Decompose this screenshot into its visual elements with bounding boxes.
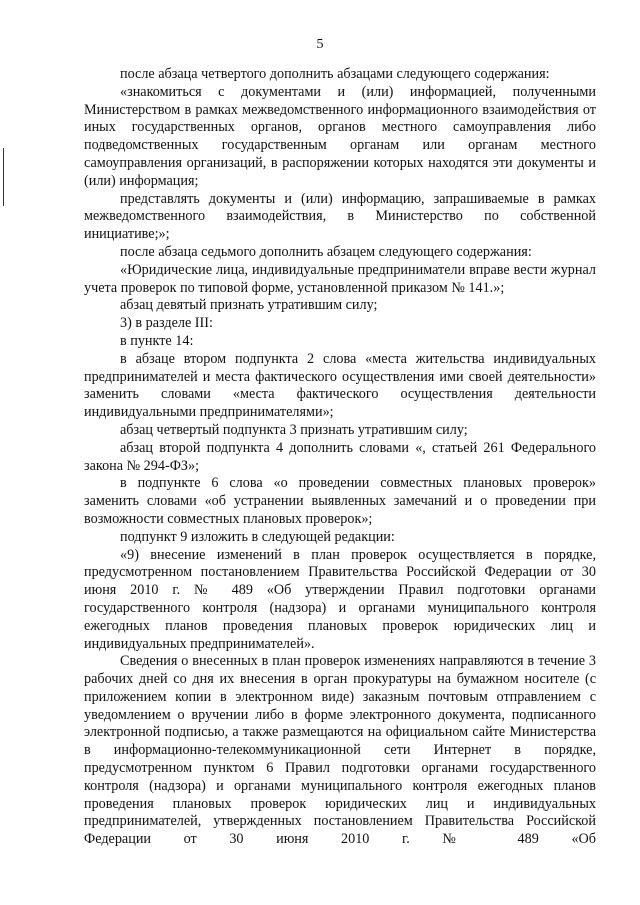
paragraph-8: в пункте 14:: [120, 332, 194, 349]
paragraph-4: после абзаца седьмого дополнить абзацем следующего содержания:: [120, 243, 532, 260]
margin-rule: [3, 148, 4, 206]
paragraph-3: представлять документы и (или) информацию, запрашиваемые в рамках межведомственного взаимодействия, в Министерство по собственной инициативе;»;: [84, 190, 596, 243]
paragraph-14: «9) внесение изменений в план проверок осуществляется в порядке, предусмотренном постановлением Правительства Российской Федерации от 30 июня 2010 г. № 489 «Об утверждении Правил подготовки органами государственного контроля (надзора) и органами муниципального контроля ежегодных планов проведения плановых проверок юридических лиц и индивидуальных предпринимателей».: [84, 546, 596, 652]
paragraph-12: в подпункте 6 слова «о проведении совместных плановых проверок» заменить словами «об устранении выявленных замечаний и о проведении при возможности совместных плановых проверок»;: [84, 475, 596, 527]
paragraph-2: «знакомиться с документами и (или) информацией, полученными Министерством в рамках межведомственного информационного взаимодействия от иных государственных органов, органов местного самоуправления либо подведомственных государственным органам или органам местного самоуправления организаций, в распоряжении которых находятся эти документы и (или) информация;: [84, 83, 596, 189]
paragraph-15: Сведения о внесенных в план проверок изменениях направляются в течение 3 рабочих дней со дня их внесения в орган прокуратуры на бумажном носителе (с приложением копии в электронном виде) заказным почтовым отправлением с уведомлением о вручении либо в форме электронного документа, подписанного электронной подписью, а также размещаются на официальном сайте Министерства в информационно-телекоммуникационной сети Интернет в порядке, предусмотренном пунктом 6 Правил подготовки органами государственного контроля (надзора) и органами муниципального контроля ежегодных планов проведения плановых проверок юридических лиц и индивидуальных предпринимателей, утвержденных постановлением Правительства Российской Федерации от 30 июня 2010 г. № 489 «Об: [84, 653, 596, 848]
paragraph-1: после абзаца четвертого дополнить абзацами следующего содержания:: [120, 66, 550, 82]
paragraph-13: подпункт 9 изложить в следующей редакции:: [120, 528, 395, 545]
paragraph-10: абзац четвертый подпункта 3 признать утратившим силу;: [120, 421, 468, 438]
paragraph-5: «Юридические лица, индивидуальные предприниматели вправе вести журнал учета проверок по типовой форме, установленной приказом № 141.»;: [84, 261, 596, 296]
page-number: 5: [316, 37, 324, 52]
paragraph-6: абзац девятый признать утратившим силу;: [120, 297, 378, 314]
document-body: [84, 66, 596, 849]
paragraph-9: в абзаце втором подпункта 2 слова «места жительства индивидуальных предпринимателей и места фактического осуществления ими своей деятельности» заменить словами «места фактического осуществления деятельности индивидуальными предпринимателями»;: [84, 350, 596, 421]
paragraph-7: 3) в разделе III:: [120, 315, 213, 332]
paragraph-11: абзац второй подпункта 4 дополнить словами «, статьей 261 Федерального закона № 294-ФЗ»;: [84, 439, 596, 474]
